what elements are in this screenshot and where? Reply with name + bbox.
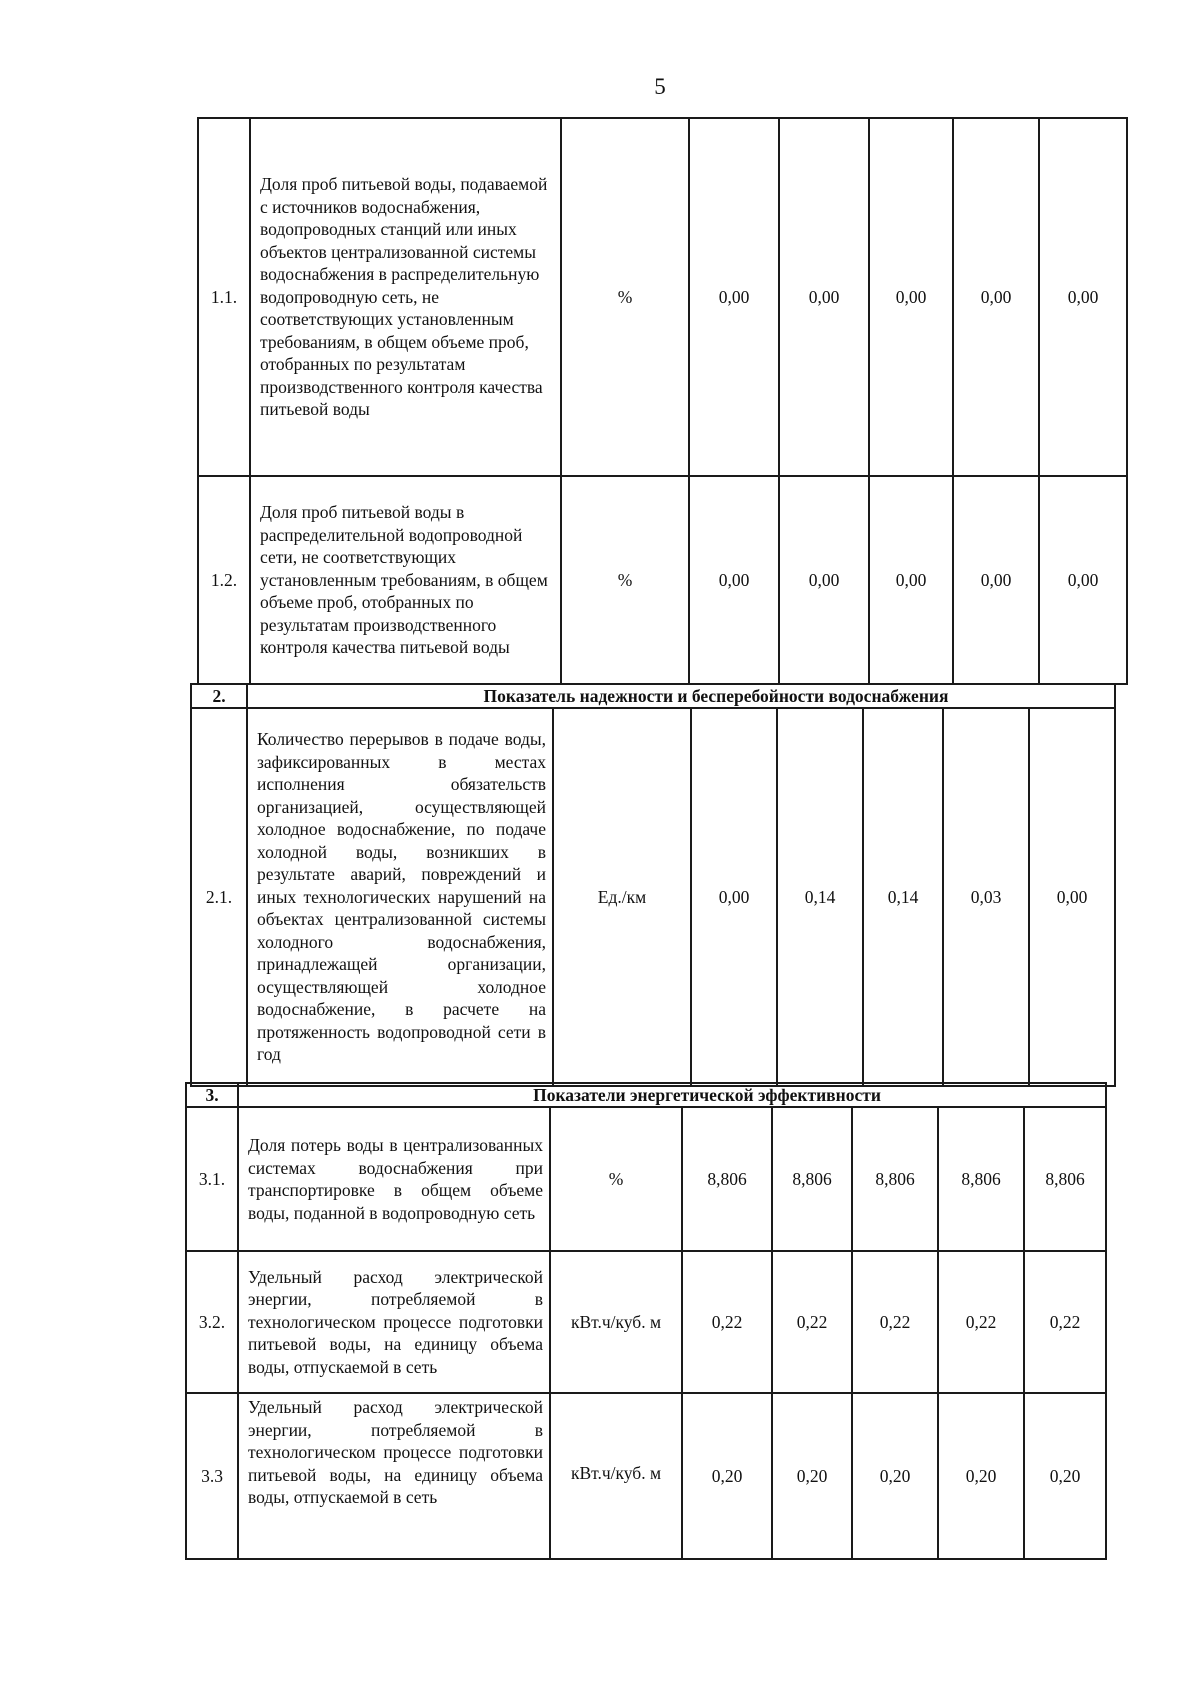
indicators-table-part-3 <box>185 1082 1107 1560</box>
value-cell-5: 0,00 <box>1029 708 1115 1086</box>
value-cell-5: 0,22 <box>1024 1251 1106 1393</box>
value-cell-2: 0,22 <box>772 1251 852 1393</box>
unit-cell: Ед./км <box>553 708 691 1086</box>
unit-cell: % <box>550 1107 682 1251</box>
indicator-description: Доля потерь воды в централизованных системах водоснабжения при транспортировке в общем объеме воды, поданной в водопроводную сеть <box>238 1107 550 1251</box>
value-cell-1: 0,20 <box>682 1393 772 1559</box>
section-number: 3. <box>186 1083 238 1107</box>
value-cell-4: 8,806 <box>938 1107 1024 1251</box>
section-title: Показатель надежности и бесперебойности водоснабжения <box>247 684 1115 708</box>
value-cell-4: 0,03 <box>943 708 1029 1086</box>
section-title: Показатели энергетической эффективности <box>238 1083 1106 1107</box>
value-cell-3: 8,806 <box>852 1107 938 1251</box>
value-cell-3: 0,00 <box>869 118 953 476</box>
table-row-1-1 <box>198 118 1127 476</box>
indicator-description: Удельный расход электрической энергии, потребляемой в технологическом процессе подготовки питьевой воды, на единицу объема воды, отпускаемой в сеть <box>238 1393 550 1559</box>
value-cell-4: 0,20 <box>938 1393 1024 1559</box>
unit-cell: кВт.ч/куб. м <box>550 1251 682 1393</box>
value-cell-5: 0,20 <box>1024 1393 1106 1559</box>
value-cell-5: 8,806 <box>1024 1107 1106 1251</box>
table-row-1-2 <box>198 476 1127 684</box>
unit-cell: % <box>561 118 689 476</box>
value-cell-2: 0,14 <box>777 708 863 1086</box>
row-number: 3.3 <box>186 1393 238 1559</box>
section-row-3 <box>186 1083 1106 1107</box>
value-cell-2: 0,20 <box>772 1393 852 1559</box>
table-row-3-1 <box>186 1107 1106 1251</box>
row-number: 3.1. <box>186 1107 238 1251</box>
value-cell-2: 0,00 <box>779 476 869 684</box>
value-cell-2: 8,806 <box>772 1107 852 1251</box>
value-cell-5: 0,00 <box>1039 118 1127 476</box>
value-cell-4: 0,00 <box>953 476 1039 684</box>
unit-cell: кВт.ч/куб. м <box>550 1393 682 1559</box>
page-number: 5 <box>654 74 666 99</box>
value-cell-4: 0,00 <box>953 118 1039 476</box>
value-cell-1: 8,806 <box>682 1107 772 1251</box>
indicator-description: Доля проб питьевой воды, подаваемой с источников водоснабжения, водопроводных станций или иных объектов централизованной системы водоснабжения в распределительную водопроводную сеть, не соответствующих установленным требованиям, в общем объеме проб, отобранных по результатам производственного контроля качества питьевой воды <box>250 118 561 476</box>
value-cell-1: 0,00 <box>689 118 779 476</box>
indicator-description: Удельный расход электрической энергии, потребляемой в технологическом процессе подготовки питьевой воды, на единицу объема воды, отпускаемой в сеть <box>238 1251 550 1393</box>
table-row-3-2 <box>186 1251 1106 1393</box>
section-number: 2. <box>191 684 247 708</box>
indicators-table-part-1 <box>197 117 1128 685</box>
table-row-2-1 <box>191 708 1115 1086</box>
row-number: 3.2. <box>186 1251 238 1393</box>
value-cell-5: 0,00 <box>1039 476 1127 684</box>
value-cell-1: 0,00 <box>689 476 779 684</box>
value-cell-3: 0,20 <box>852 1393 938 1559</box>
value-cell-1: 0,22 <box>682 1251 772 1393</box>
value-cell-3: 0,00 <box>869 476 953 684</box>
unit-cell: % <box>561 476 689 684</box>
indicators-table-part-2 <box>190 683 1116 1087</box>
value-cell-2: 0,00 <box>779 118 869 476</box>
indicator-description: Количество перерывов в подаче воды, зафиксированных в местах исполнения обязательств организацией, осуществляющей холодное водоснабжение, по подаче холодной воды, возникших в результате аварий, повреждений и иных технологических нарушений на объектах централизованной системы холодного водоснабжения, принадлежащей организации, осуществляющей холодное водоснабжение, в расчете на протяженность водопроводной сети в год <box>247 708 553 1086</box>
row-number: 2.1. <box>191 708 247 1086</box>
row-number: 1.2. <box>198 476 250 684</box>
value-cell-3: 0,22 <box>852 1251 938 1393</box>
indicator-description: Доля проб питьевой воды в распределительной водопроводной сети, не соответствующих установленным требованиям, в общем объеме проб, отобранных по результатам производственного контроля качества питьевой воды <box>250 476 561 684</box>
section-row-2 <box>191 684 1115 708</box>
table-row-3-3 <box>186 1393 1106 1559</box>
value-cell-1: 0,00 <box>691 708 777 1086</box>
row-number: 1.1. <box>198 118 250 476</box>
value-cell-3: 0,14 <box>863 708 943 1086</box>
value-cell-4: 0,22 <box>938 1251 1024 1393</box>
